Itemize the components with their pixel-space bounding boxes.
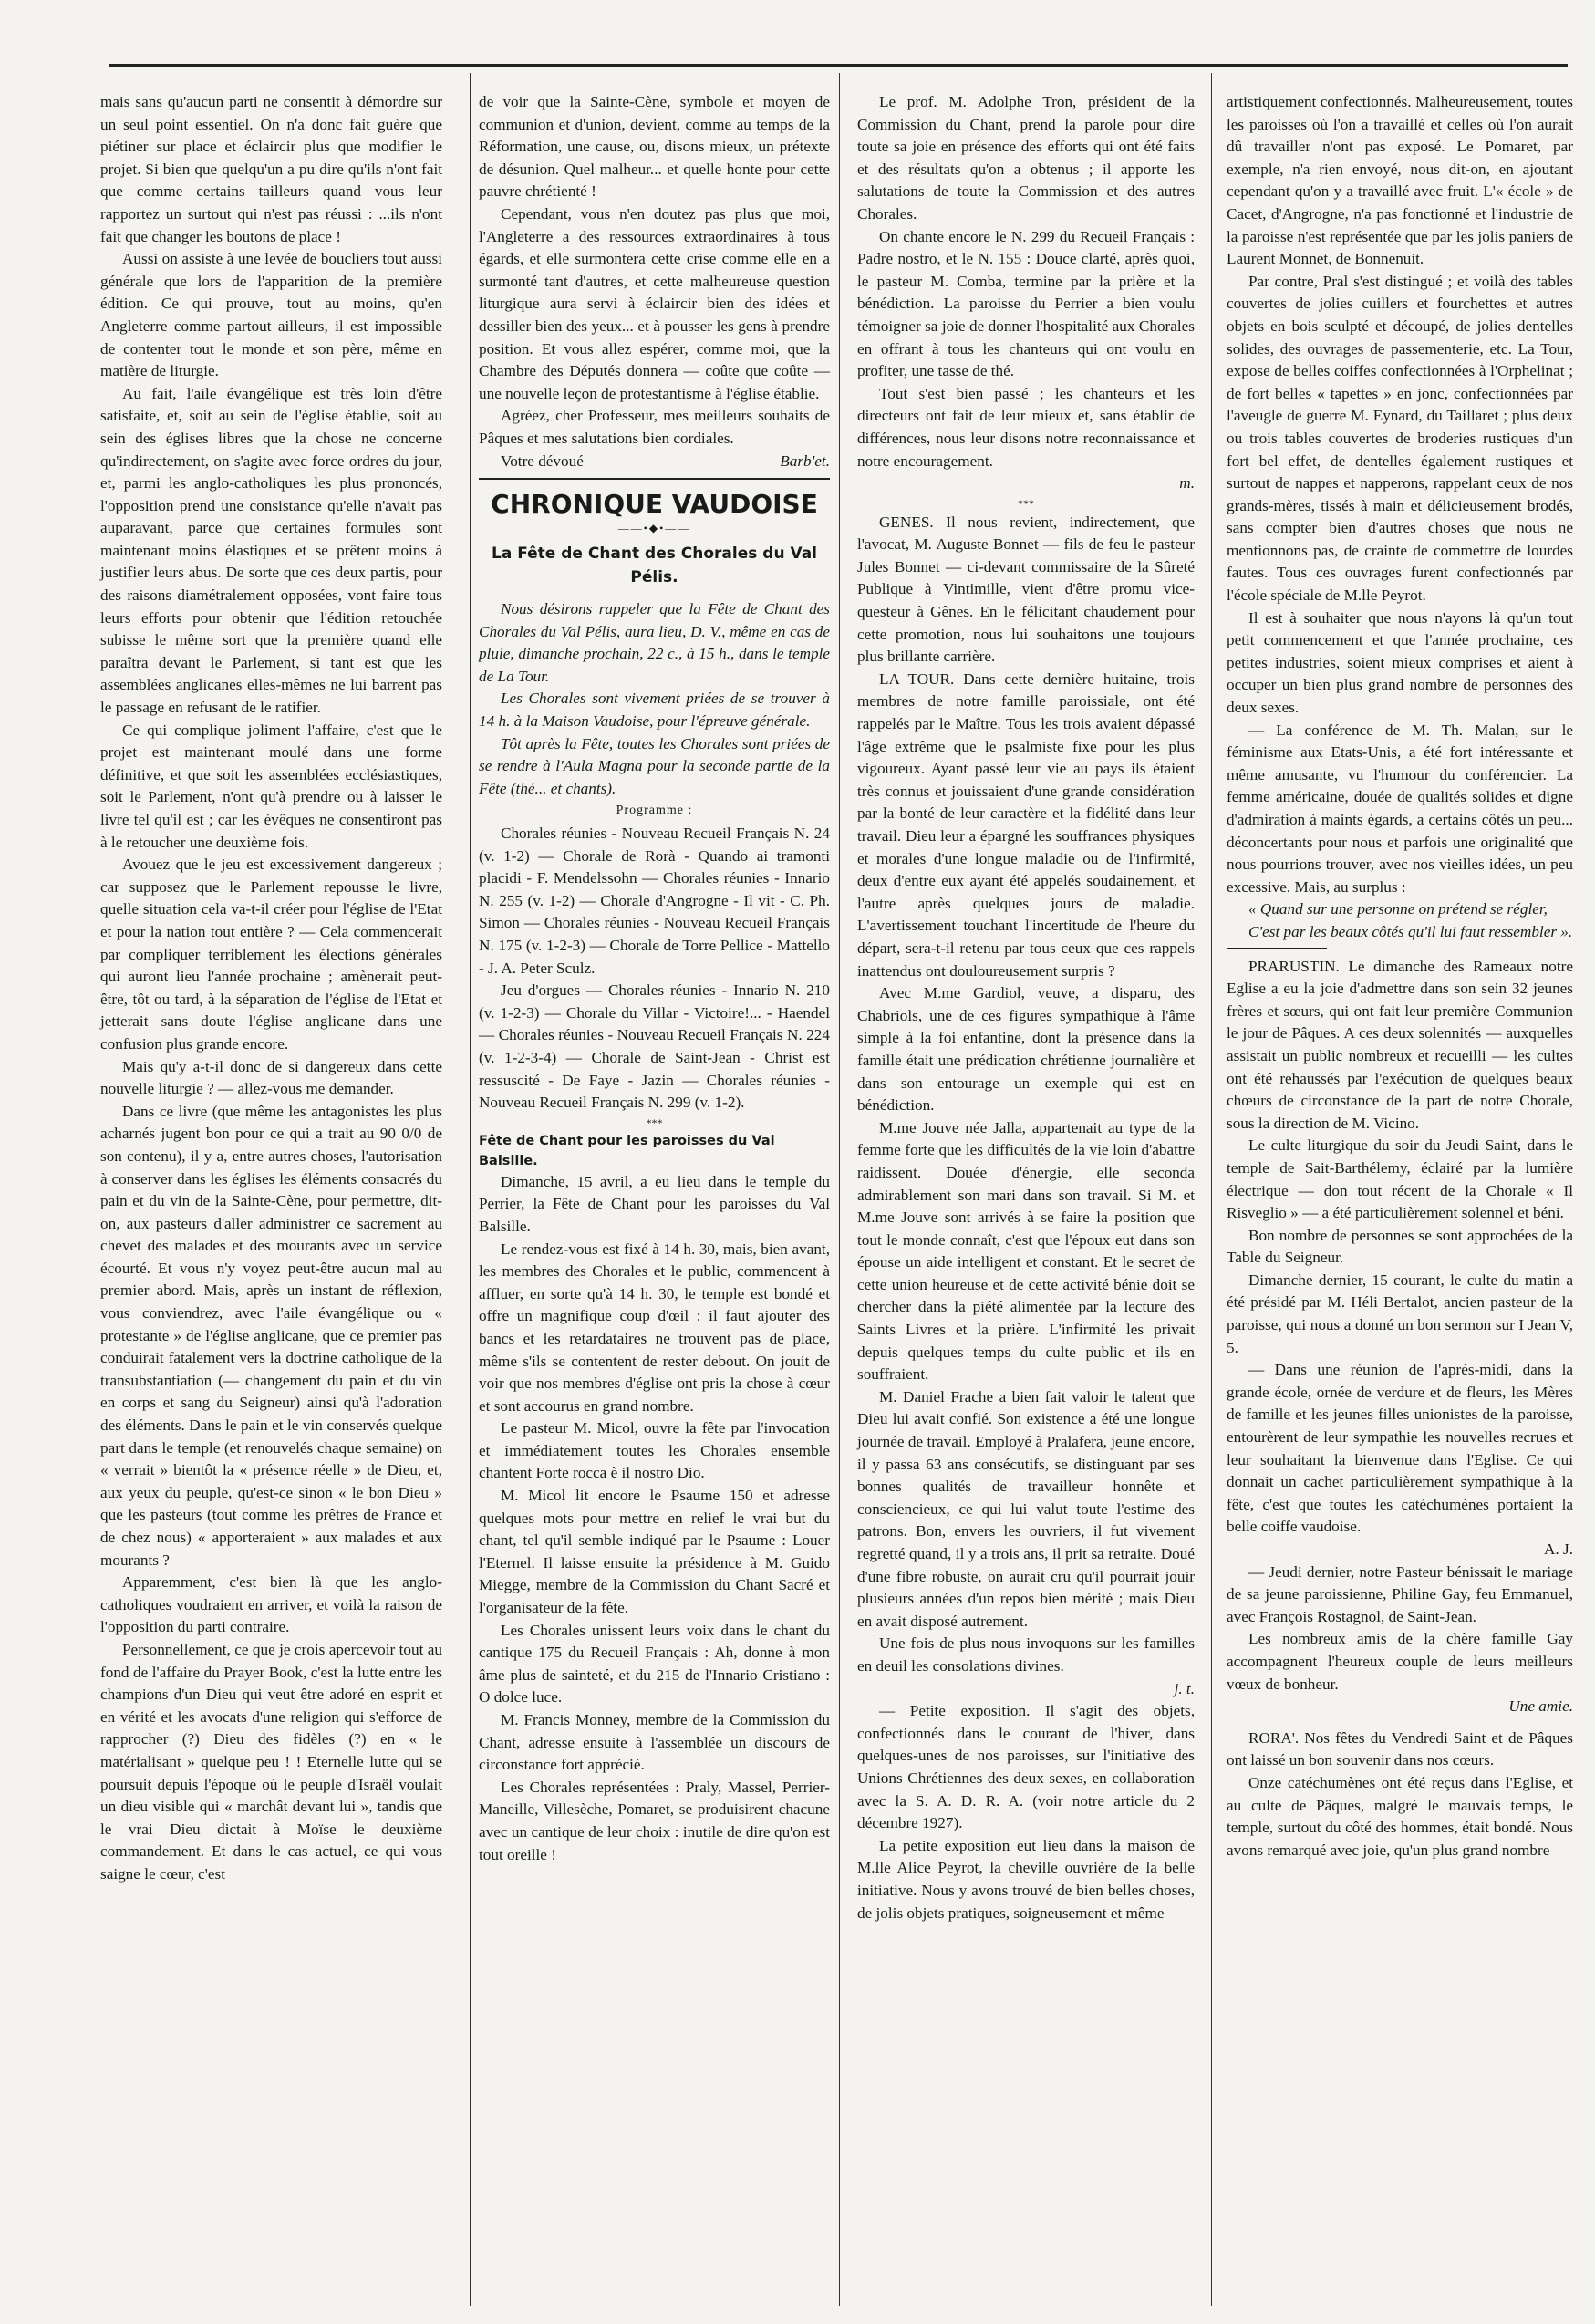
ornament-rule: ——•◆•—— — [617, 522, 691, 535]
paragraph: — Petite exposition. Il s'agit des objets, confectionnés dans le courant de l'hiver, dans quelques-unes de nos paroisses, sur l'initiative des Unions Chrétiennes des deux sexes, en collaboration avec la S. A. D. R. A. (voir notre article du 2 décembre 1927). — [857, 1702, 1195, 1832]
paragraph: Les Chorales unissent leurs voix dans le chant du cantique 175 du Recueil Français : Ah, donne à mon âme plus de sainteté, et du 215 de l'Innario Cristiano : O dolce luce. — [479, 1621, 830, 1707]
paragraph: Onze catéchumènes ont été reçus dans l'Eglise, et au culte de Pâques, malgré le mauvais temps, le temple, surtout du côté des hommes, était bondé. Nous avons remarqué avec joie, qu'un plus grand nombre — [1227, 1773, 1573, 1859]
closing: Votre dévoué — [501, 451, 584, 470]
paragraph: M. Micol lit encore le Psaume 150 et adresse quelques mots pour mettre en relief le vrai but du chant, tel qu'il semble indiqué par le Psaume : Louer l'Eternel. Il laisse ensuite la présidence à M. Guido Miegge, membre de la Commission du Chant Sacré et l'organisateur de la fête. — [479, 1487, 830, 1617]
paragraph: — Dans une réunion de l'après-midi, dans la grande école, ornée de verdure et de fleurs, les Mères de famille et les jeunes filles unionistes de la paroisse, entourèrent de leur sympathie les nouvelles recrues et leur souhaitant la bienvenue dans l'Eglise. Ce qui donnait un cachet particulièrement sympathique à la fête, c'est que toutes les catéchumènes portaient la belle coiffe vaudoise. — [1227, 1361, 1573, 1536]
column-divider — [470, 73, 471, 2306]
paragraph: Tôt après la Fête, toutes les Chorales sont priées de se rendre à l'Aula Magna pour la seconde partie de la Fête (thé... et chants). — [479, 734, 830, 797]
paragraph: Apparemment, c'est bien là que les anglo-catholiques voudraient en arriver, et voilà la raison de l'opposition du parti contraire. — [100, 1573, 442, 1636]
paragraph: M.me Jouve née Jalla, appartenait au type de la femme forte que les difficultés de la vie loin d'abattre raidissent. Douée d'énergie, elle seconda admirablement son mari dans son travail. Si M. et M.me Jouve sont arrivés à se faire la position que tout le monde connaît, c'est que l'époux eut dans son épouse un aide intelligent et constant. Et le secret de cette union heureuse et de cette activité bénie doit se chercher dans la piété alimentée par la lecture des Saints Livres et la prière. L'infirmité les privait depuis quelques temps du culte public et ils en souffraient. — [857, 1118, 1195, 1384]
separator-stars: *** — [646, 1115, 663, 1129]
section-rule — [479, 478, 830, 480]
quote-line: « Quand sur une personne on prétend se régler, — [1248, 900, 1548, 918]
section-title: CHRONIQUE VAUDOISE — [491, 489, 818, 520]
paragraph: Tout s'est bien passé ; les chanteurs et les directeurs ont fait de leur mieux et, sans établir de différences, nous leur disons notre reconnaissance et notre encouragement. — [857, 384, 1195, 470]
signature: m. — [1179, 474, 1195, 493]
divider — [1227, 948, 1327, 949]
article-title: La Fête de Chant des Chorales du Val Pélis. — [491, 545, 818, 587]
column-divider — [839, 73, 840, 2306]
signature-line — [479, 451, 830, 473]
paragraph: Dimanche, 15 avril, a eu lieu dans le temple du Perrier, la Fête de Chant pour les paroisses du Val Balsille. — [479, 1172, 830, 1235]
signature: j. t. — [1174, 1679, 1195, 1697]
paragraph: Aussi on assiste à une levée de boucliers tout aussi générale que lors de l'apparition de la première édition. Ce qui prouve, tout au moins, qu'en Angleterre comme partout ailleurs, il est impossible de contenter tout le monde et son père, même en matière de liturgie. — [100, 250, 442, 380]
column-3 — [857, 91, 1195, 1925]
paragraph: Le rendez-vous est fixé à 14 h. 30, mais, bien avant, les membres des Chorales et le public, commencent à affluer, en sorte qu'à 14 h. 30, le temple est bondé et offre un magnifique coup d'œil : il faut ajouter des bancs et les retardataires ne trouvent pas de place, même s'ils se contentent de rester debout. On jouit de voir que nos membres d'église ont pris la chose à cœur et sont accourus en grand nombre. — [479, 1240, 830, 1415]
paragraph: RORA'. Nos fêtes du Vendredi Saint et de Pâques ont laissé un bon souvenir dans nos cœurs. — [1227, 1728, 1573, 1769]
paragraph: M. Daniel Frache a bien fait valoir le talent que Dieu lui avait confié. Son existence a été une longue journée de travail. Employé à Pralafera, jeune encore, il y passa 63 ans consécutifs, se distinguant par ses bonnes qualités de travailleur honnête et consciencieux, ce qui lui valut toute l'estime des patrons. Bon, envers les ouvriers, il fut vivement regretté quand, il y a trois ans, il prit sa retraite. Doué d'une fibre robuste, on aurait cru qu'il pourrait jouir plusieurs années d'un repos bien mérité ; mais Dieu en avait disposé autrement. — [857, 1387, 1195, 1630]
paragraph: On chante encore le N. 299 du Recueil Français : Padre nostro, et le N. 155 : Douce clarté, après quoi, le pasteur M. Comba, termine par la prière et la bénédiction. La paroisse du Perrier a bien voulu témoigner sa joie de donner l'hospitalité aux Chorales en offrant à tous les chanteurs qui ont voulu en profiter, une tasse de thé. — [857, 227, 1195, 380]
column-2 — [479, 91, 830, 1866]
paragraph: Il est à souhaiter que nous n'ayons là qu'un tout petit commencement et que l'année prochaine, ces petites industries, soient mieux comprises et aient à occuper un bien plus grand nombre de personnes des deux sexes. — [1227, 608, 1573, 717]
paragraph: — La conférence de M. Th. Malan, sur le féminisme aux Etats-Unis, a été fort intéressante et même amusante, vu l'humour du conférencier. La femme américaine, douée de qualités solides et digne d'admiration à maints égards, a certains côtés un peu... déconcertants pour nous et parfois une originalité que nous pourrions trouver, avec nos vieilles idées, un peu excessive. Mais, au surplus : — [1227, 721, 1573, 896]
column-divider — [1211, 73, 1212, 2306]
programme-label: Programme : — [616, 804, 693, 818]
paragraph: Le culte liturgique du soir du Jeudi Saint, dans le temple de Sait-Barthélemy, éclairé par la lumière électrique — don tout récent de la Chorale « Il Risveglio » — a été particulièrement solennel et béni. — [1227, 1136, 1573, 1222]
paragraph: M. Francis Monney, membre de la Commission du Chant, adresse ensuite à l'assemblée un discours de circonstance fort apprécié. — [479, 1711, 830, 1774]
signature: A. J. — [1544, 1541, 1573, 1558]
column-4 — [1227, 91, 1573, 1862]
paragraph: Nous désirons rappeler que la Fête de Chant des Chorales du Val Pélis, aura lieu, D. V., même en cas de pluie, dimanche prochain, 22 c., à 15 h., dans le temple de La Tour. — [479, 600, 830, 685]
paragraph: La petite exposition eut lieu dans la maison de M.lle Alice Peyrot, la cheville ouvrière de la belle initiative. Nous y avons trouvé de bien belles choses, de jolis objets pratiques, soigneusement et même — [857, 1836, 1195, 1922]
paragraph: Avec M.me Gardiol, veuve, a disparu, des Chabriols, une de ces figures sympathique à l'âme simple à la foi enfantine, dont la présence dans la famille était une prédication chrétienne journalière et dans son entourage un exemple qui est en bénédiction. — [857, 984, 1195, 1115]
separator-stars: *** — [1018, 496, 1034, 510]
paragraph: Au fait, l'aile évangélique est très loin d'être satisfaite, et, soit au sein de l'église établie, soit au sein des églises libres que la chose ne concerne qu'indirectement, on s'agite avec force ordres du jour, et, parmi les anglo-catholiques les plus prononcés, l'opposition prend une consistance qu'elle n'avait pas auparavant, parce que certaines formules sont maintenant moins élastiques et se prêtent moins à justifier leurs abus. De sorte que ces deux partis, pour des raisons diamétralement opposées, vont faire tous leurs efforts pour obtenir que l'édition retouchée subisse le même sort que la première quand elle paraîtra devant le Parlement, si tant est que les assemblées anglicanes elles-mêmes ne lui barrent pas le passage en refusant de le ratifier. — [100, 384, 442, 717]
paragraph: GENES. Il nous revient, indirectement, que l'avocat, M. Auguste Bonnet — fils de feu le pasteur Jules Bonnet — ci-devant commissaire de la Sûreté Publique à Vintimille, vient d'être promu vice-questeur à Gênes. En le félicitant chaudement pour cette promotion, nous lui souhaitons une toujours plus brillante carrière. — [857, 513, 1195, 666]
signature: Barb'et. — [780, 451, 830, 470]
signature: Une amie. — [1508, 1697, 1573, 1716]
paragraph: Les nombreux amis de la chère famille Gay accompagnent l'heureux couple de leurs meilleurs vœux de bonheur. — [1227, 1630, 1573, 1693]
quote-line: C'est par les beaux côtés qu'il lui faut ressembler ». — [1248, 922, 1573, 940]
paragraph: mais sans qu'aucun parti ne consentit à démordre sur un seul point essentiel. On n'a donc fait guère que piétiner sur place et éclaircir plus que modifier le projet. Si bien que quelqu'un a pu dire qu'ils n'ont fait que comme certains tailleurs quand vous leur rapportez un surtout qui n'est pas réussi : ...ils n'ont fait que changer les boutons de place ! — [100, 93, 442, 245]
paragraph: Dimanche dernier, 15 courant, le culte du matin a été présidé par M. Héli Bertalot, ancien pasteur de la paroisse, qui nous a donné un bon sermon sur I Jean V, 5. — [1227, 1271, 1573, 1356]
paragraph: Les Chorales sont vivement priées de se trouver à 14 h. à la Maison Vaudoise, pour l'épreuve générale. — [479, 690, 830, 731]
paragraph: artistiquement confectionnés. Malheureusement, toutes les paroisses où l'on a travaillé et celles où l'on aurait dû travailler n'ont pas exposé. Le Pomaret, par exemple, n'a rien envoyé, nous dit-on, en ajoutant cependant qu'on y a travaillé avec fruit. L'« école » de Cacet, d'Angrogne, n'a pas fonctionné et l'industrie de la paroisse n'est représentée que par les jolis paniers de Laurent Monnet, de Bonnenuit. — [1227, 93, 1573, 268]
paragraph: Par contre, Pral s'est distingué ; et voilà des tables couvertes de jolies cuillers et fourchettes et autres objets en bois sculpté et découpé, de jolies dentelles solides, des ouvrages de passementerie, etc. La Tour, expose de belles coiffes confectionnées à l'Orphelinat ; de fort belles « tapettes » en jonc, confectionnées par l'aveugle de guerre M. Eynard, du Taillaret ; plus deux ou trois tables couvertes de broderies rustiques d'un fort bel effet, de dentelles également rustiques et surtout de nappes et napperons, rappelant ceux de nos grands-mères, tissés à main et délicieusement brodés, sans compter bien d'autres choses que nous ne mentionnons pas, de crainte de commettre de lourdes fautes. Tous ces ouvrages furent confectionnés par l'école spéciale de M.lle Peyrot. — [1227, 272, 1573, 605]
paragraph: Dans ce livre (que même les antagonistes les plus acharnés jugent bon pour ce qui a trait au 90 0/0 de son contenu), il y a, entre autres choses, l'autorisation à conserver dans les églises les éléments consacrés du pain et du vin de la Sainte-Cène, pour permettre, dit-on, aux pasteurs d'aller administrer ce sacrement au chevet des malades et des mourants avec un service écourté. Et vous n'y voyez peut-être aucun mal au premier abord. Mais, après un instant de réflexion, vous conviendrez, avec l'aile évangélique ou « protestante » de l'église anglicane, que ce premier pas conduirait fatalement vers la doctrine catholique de la transubstantiation (— changement du pain et du vin en corps et sang du Seigneur) ainsi qu'à l'adoration des éléments. Dans le pain et le vin conservés quelque part dans le temple (et renouvelés chaque semaine) on « verrait » bientôt la « présence réelle » de Dieu, et, aux yeux du peuple, qu'est-ce sinon « le bon Dieu » que les pasteurs (tout comme les prêtres de France et de chez nous) « apporteraient » aux malades et aux mourants ? — [100, 1102, 442, 1569]
paragraph: LA TOUR. Dans cette dernière huitaine, trois membres de notre famille paroissiale, ont été rappelés par le Maître. Tous les trois avaient dépassé l'âge extrême que le psalmiste fixe pour les plus vigoureux. Ayant passé leur vie au pays ils étaient très connus et jouissaient d'une grande considération par la bonté de leur caractère et la fidélité dans leur travail. Dieu leur a épargné les souffrances physiques et morales d'une longue maladie ou de l'infirmité, deux d'entre eux ayant été appelés soudainement, et l'autre après quelques jours de maladie. L'avertissement touchant l'incertitude de l'heure du départ, sera-t-il retenu par tous ceux que ces rappels inattendus ont douloureusement surpris ? — [857, 669, 1195, 980]
paragraph: Le prof. M. Adolphe Tron, président de la Commission du Chant, prend la parole pour dire toute sa joie en présence des efforts qui ont été faits et des résultats qu'on a obtenus ; il apporte les salutations de toute la Commission et des autres Chorales. — [857, 93, 1195, 223]
paragraph: de voir que la Sainte-Cène, symbole et moyen de communion et d'union, devient, comme au temps de la Réformation, une cause, ou, disons mieux, un prétexte de désunion. Quel malheur... et quelle honte pour cette pauvre chrétienté ! — [479, 93, 830, 201]
paragraph: Ce qui complique joliment l'affaire, c'est que le projet est maintenant moulé dans une forme définitive, et que soit les assemblées ecclésiastiques, soit le Parlement, n'ont qu'à prendre ou à laisser le livre tel qu'il est ; car les évêques ne consentiront pas à le retoucher une deuxième fois. — [100, 721, 442, 851]
paragraph: Le pasteur M. Micol, ouvre la fête par l'invocation et immédiatement toutes les Chorales ensemble chantent Forte rocca è il nostro Dio. — [479, 1419, 830, 1482]
article-title: Fête de Chant pour les paroisses du Val Balsille. — [479, 1133, 775, 1168]
header-rule — [109, 64, 1568, 67]
paragraph: Chorales réunies - Nouveau Recueil Français N. 24 (v. 1-2) — Chorale de Rorà - Quando ai tramonti placidi - F. Mendelssohn — Chorales réunies - Innario N. 255 (v. 1-2) — Chorale d'Angrogne - Il vit - C. Ph. Simon — Chorales réunies - Nouveau Recueil Français N. 175 (v. 1-2-3) — Chorale de Torre Pellice - Mattello - J. A. Peter Sculz. — [479, 825, 830, 977]
paragraph: Avouez que le jeu est excessivement dangereux ; car supposez que le Parlement repousse le livre, quelle situation cela va-t-il créer pour l'église de l'Etat et pour la nation tout entière ? — Cela commencerait par compliquer terriblement les élections générales qui auront lieu l'année prochaine ; amènerait peut-être, tôt ou tard, à la séparation de l'église de l'Etat et jetterait sans doute l'église anglicane dans une confusion plus grande encore. — [100, 856, 442, 1053]
paragraph: — Jeudi dernier, notre Pasteur bénissait le mariage de sa jeune paroissienne, Philine Gay, feu Emmanuel, avec François Rostagnol, de Saint-Jean. — [1227, 1562, 1573, 1625]
column-1 — [100, 91, 442, 1886]
paragraph: Agréez, cher Professeur, mes meilleurs souhaits de Pâques et mes salutations bien cordiales. — [479, 407, 830, 447]
paragraph: Bon nombre de personnes se sont approchées de la Table du Seigneur. — [1227, 1226, 1573, 1267]
paragraph: PRARUSTIN. Le dimanche des Rameaux notre Eglise a eu la joie d'admettre dans son sein 32 jeunes frères et sœurs, qui ont fait leur première Communion le jour de Pâques. A ces deux solennités — auxquelles assistait un public nombreux et recueilli — les cultes ont été rehaussés par l'exécution de quelques beaux chœurs de circonstance de la part de notre Chorale, sous la direction de M. Vicino. — [1227, 957, 1573, 1132]
paragraph: Une fois de plus nous invoquons sur les familles en deuil les consolations divines. — [857, 1634, 1195, 1675]
paragraph: Les Chorales représentées : Praly, Massel, Perrier-Maneille, Villesèche, Pomaret, se produisirent chacune avec un cantique de leur choix : inutile de dire qu'on est tout oreille ! — [479, 1778, 830, 1863]
paragraph: Jeu d'orgues — Chorales réunies - Innario N. 210 (v. 1-2-3) — Chorale du Villar - Victoire!... - Haendel — Chorales réunies - Nouveau Recueil Français N. 224 (v. 1-2-3-4) — Chorale de Saint-Jean - Christ est ressuscité - De Faye - Jazin — Chorales réunies - Nouveau Recueil Français N. 299 (v. 1-2). — [479, 981, 830, 1112]
spacer — [1227, 1718, 1573, 1727]
paragraph: Mais qu'y a-t-il donc de si dangereux dans cette nouvelle liturgie ? — allez-vous me demander. — [100, 1057, 442, 1098]
paragraph: Personnellement, ce que je crois apercevoir tout au fond de l'affaire du Prayer Book, c'est la lutte entre les champions d'un Dieu qui veut être adoré en esprit et en vérité et les avocats d'une religion qui s'efforce de rapprocher (?) Dieu des fidèles (?) en « le matérialisant » quelque peu ! ! Eternelle lutte qui se poursuit depuis l'époque où le peuple d'Israël voulait un dieu visible qui « marchât devant lui », tandis que le vrai Dieu dictait à Moïse le deuxième commandement. Et dans le cas actuel, ce qui vous saigne le cœur, c'est — [100, 1640, 442, 1883]
paragraph: Cependant, vous n'en doutez pas plus que moi, l'Angleterre a des ressources extraordinaires à tous égards, et elle surmontera cette crise comme elle en a surmonté tant d'autres, et cette malheureuse question liturgique aura servi à éclaircir bien des idées et dessiller bien des yeux... et à pousser les gens à prendre position. Et vous allez espérer, comme moi, que la Chambre des Députés donnera — coûte que coûte — une nouvelle leçon de protestantisme à l'église établie. — [479, 204, 830, 402]
